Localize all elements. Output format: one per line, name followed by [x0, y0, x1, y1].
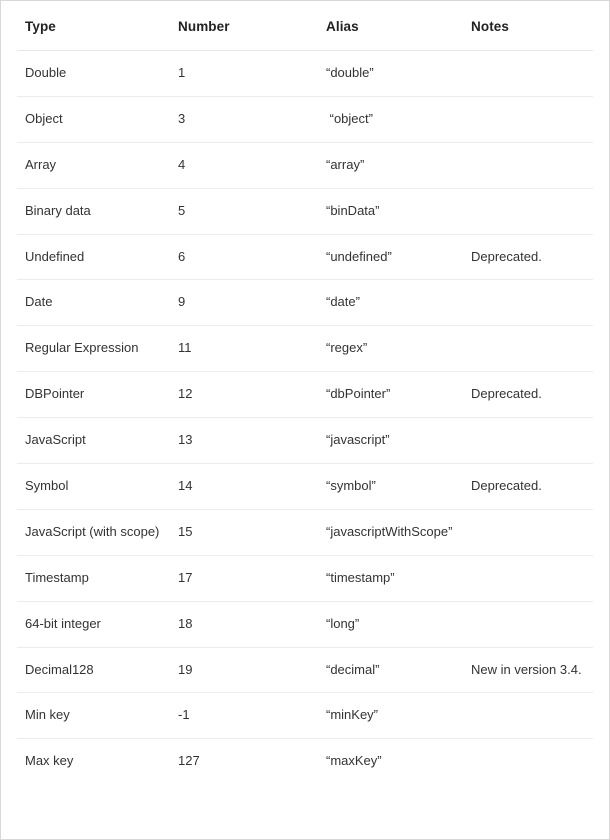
- table-row: [17, 601, 593, 647]
- bson-types-table-container: [1, 1, 609, 839]
- cell-notes: Deprecated.: [463, 234, 593, 280]
- cell-type: Binary data: [17, 188, 170, 234]
- table-row: [17, 51, 593, 97]
- table-row: [17, 509, 593, 555]
- column-header-alias: Alias: [318, 1, 463, 51]
- cell-alias: “undefined”: [318, 234, 463, 280]
- table-row: [17, 96, 593, 142]
- cell-notes: Deprecated.: [463, 464, 593, 510]
- table-row: [17, 739, 593, 784]
- cell-type: 64-bit integer: [17, 601, 170, 647]
- cell-type: Max key: [25, 753, 74, 769]
- cell-notes: [463, 739, 593, 784]
- table-row: [17, 693, 593, 739]
- cell-number: 15: [170, 509, 318, 555]
- cell-number: -1: [170, 693, 318, 739]
- cell-type: Undefined: [17, 234, 170, 280]
- table-row: [17, 372, 593, 418]
- cell-alias: “date”: [318, 280, 463, 326]
- table-row: [17, 234, 593, 280]
- cell-type: Decimal128: [17, 647, 170, 693]
- cell-number: 3: [170, 96, 318, 142]
- cell-number: 18: [170, 601, 318, 647]
- column-header-type: Type: [17, 1, 170, 51]
- cell-type: JavaScript: [17, 418, 170, 464]
- cell-notes: Deprecated.: [463, 372, 593, 418]
- cell-notes: [463, 693, 593, 739]
- cell-alias: “dbPointer”: [318, 372, 463, 418]
- table-row: [17, 326, 593, 372]
- column-header-notes: Notes: [463, 1, 593, 51]
- cell-notes: [463, 280, 593, 326]
- cell-notes: New in version 3.4.: [463, 647, 593, 693]
- cell-alias: “minKey”: [318, 693, 463, 739]
- table-header-row: [17, 1, 593, 51]
- cell-type: JavaScript (with scope): [17, 509, 170, 555]
- cell-type: Object: [17, 96, 170, 142]
- cell-number: 19: [170, 647, 318, 693]
- table-row: [17, 464, 593, 510]
- table-row: [17, 647, 593, 693]
- cell-type: Symbol: [17, 464, 170, 510]
- cell-notes: [463, 326, 593, 372]
- cell-number: 14: [170, 464, 318, 510]
- cell-notes: [463, 188, 593, 234]
- table-row: [17, 188, 593, 234]
- bson-types-table: [17, 1, 593, 784]
- cell-notes: [463, 142, 593, 188]
- cell-notes: [463, 509, 593, 555]
- cell-alias: “javascriptWithScope”: [318, 509, 463, 555]
- cell-number: 4: [170, 142, 318, 188]
- cell-alias: “object”: [318, 96, 463, 142]
- cell-alias: “binData”: [318, 188, 463, 234]
- cell-alias: “symbol”: [318, 464, 463, 510]
- cell-notes: [463, 51, 593, 97]
- table-row: [17, 555, 593, 601]
- cell-number: 9: [170, 280, 318, 326]
- cell-alias: “decimal”: [318, 647, 463, 693]
- cell-number: 5: [170, 188, 318, 234]
- table-row: [17, 142, 593, 188]
- cell-notes: [463, 555, 593, 601]
- table-body: [17, 51, 593, 785]
- column-header-number: Number: [170, 1, 318, 51]
- cell-notes: [463, 96, 593, 142]
- cell-number: 6: [170, 234, 318, 280]
- cell-number: 127: [178, 753, 200, 769]
- table-row: [17, 280, 593, 326]
- cell-alias: “timestamp”: [318, 555, 463, 601]
- cell-alias: “javascript”: [318, 418, 463, 464]
- cell-notes: [463, 601, 593, 647]
- cell-number: 17: [170, 555, 318, 601]
- cell-number: 1: [170, 51, 318, 97]
- cell-type: Date: [17, 280, 170, 326]
- cell-alias: “double”: [318, 51, 463, 97]
- table-header: [17, 1, 593, 51]
- cell-number: 13: [170, 418, 318, 464]
- cell-type: Array: [17, 142, 170, 188]
- cell-alias: “array”: [318, 142, 463, 188]
- cell-type: Timestamp: [17, 555, 170, 601]
- cell-type: Double: [17, 51, 170, 97]
- cell-number: 11: [170, 326, 318, 372]
- table-row: [17, 418, 593, 464]
- cell-type: Min key: [17, 693, 170, 739]
- cell-notes: [463, 418, 593, 464]
- cell-number: 12: [170, 372, 318, 418]
- cell-alias: “regex”: [318, 326, 463, 372]
- cell-type: DBPointer: [17, 372, 170, 418]
- cell-alias: “maxKey”: [326, 753, 382, 769]
- cell-type: Regular Expression: [17, 326, 170, 372]
- cell-alias: “long”: [318, 601, 463, 647]
